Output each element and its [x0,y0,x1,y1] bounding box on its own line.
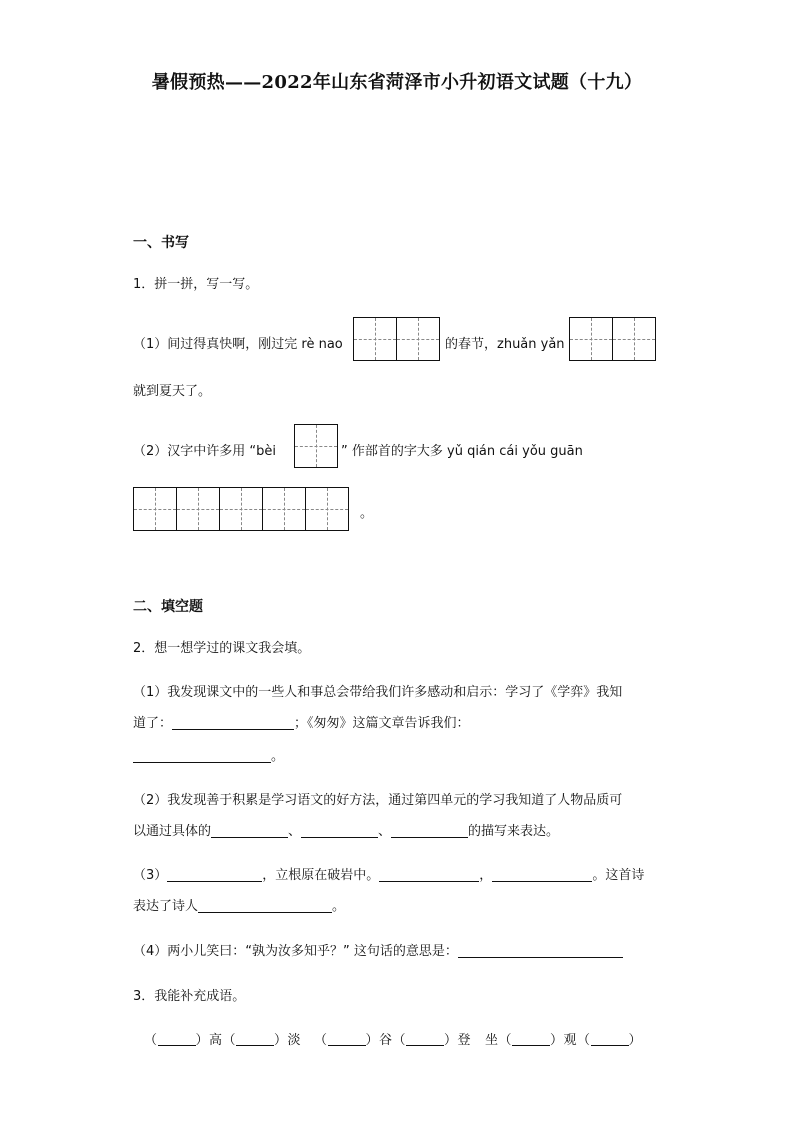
writing-cell[interactable] [176,487,220,531]
section-heading-writing: 一、书写 [133,235,189,251]
question-1-stem: 1．拼一拼，写一写。 [133,277,259,292]
answer-blank[interactable] [198,898,332,913]
q2-1-line1: （1）我发现课文中的一些人和事总会带给我们许多感动和启示：学习了《学弈》我知 [133,685,623,700]
q2-1-text-b: ；《匆匆》这篇文章告诉我们： [294,716,470,731]
answer-blank[interactable] [211,823,288,838]
q2-2-sep2: 、 [378,824,392,839]
answer-blank[interactable] [236,1033,274,1046]
q2-1-text-a: 道了： [133,716,173,731]
tianzige-zhuanyan[interactable] [569,317,655,361]
q2-3-text-e: 表达了诗人 [133,899,199,914]
writing-cell[interactable] [133,487,177,531]
writing-cell[interactable] [219,487,263,531]
q2-2-sep1: 、 [288,824,302,839]
q2-3-line2 [133,895,345,914]
idiom-3: 坐（ ）观（ ） [485,1033,643,1048]
q2-3-text-f: 。 [332,899,346,914]
writing-cell[interactable] [262,487,306,531]
answer-blank[interactable] [391,823,468,838]
q1-2-mid: ” 作部首的字大多 yǔ qián cái yǒu guān [341,444,583,459]
tianzige-yuqiancaiyouguan[interactable] [133,487,348,531]
writing-cell[interactable] [569,317,613,361]
q2-4-line [133,940,623,959]
answer-blank[interactable] [158,1033,196,1046]
q1-1-mid: 的春节，zhuǎn yǎn [445,337,565,352]
tianzige-bei[interactable] [294,424,337,468]
q1-1-tail: 就到夏天了。 [133,384,212,399]
q2-3-text-c: ， [479,868,493,883]
idiom-1: （ ）高（ ）淡 [144,1033,302,1048]
q1-2-end: 。 [360,506,374,521]
q2-2-text-a: 以通过具体的 [133,824,212,839]
answer-blank[interactable] [512,1033,550,1046]
question-3-stem: 3．我能补充成语。 [133,989,246,1004]
writing-cell[interactable] [305,487,349,531]
q2-2-line1: （2）我发现善于积累是学习语文的好方法，通过第四单元的学习我知道了人物品质可 [133,793,623,808]
answer-blank[interactable] [492,867,592,882]
q2-1-text-c: 。 [271,749,285,764]
question-2-stem: 2．想一想学过的课文我会填。 [133,641,311,656]
answer-blank[interactable] [379,867,479,882]
q2-3-line1 [133,864,644,883]
tianzige-renao[interactable] [353,317,439,361]
writing-cell[interactable] [353,317,397,361]
answer-blank[interactable] [167,867,262,882]
answer-blank[interactable] [328,1033,366,1046]
writing-cell[interactable] [396,317,440,361]
q2-2-line2 [133,820,559,839]
answer-blank[interactable] [591,1033,629,1046]
writing-cell[interactable] [294,424,338,468]
q2-2-text-b: 的描写来表达。 [468,824,560,839]
answer-blank[interactable] [406,1033,444,1046]
answer-blank[interactable] [301,823,378,838]
q1-1-prefix: （1）间过得真快啊，刚过完 rè nao [133,337,343,352]
answer-blank[interactable] [133,748,271,763]
answer-blank[interactable] [172,715,294,730]
q1-2-prefix: （2）汉字中许多用 “bèi [133,444,277,459]
idiom-2: （ ）谷（ ）登 [314,1033,472,1048]
section-heading-fill: 二、填空题 [133,599,203,615]
q2-4-text: （4）两小儿笑曰：“孰为汝多知乎？” 这句话的意思是： [133,944,458,959]
writing-cell[interactable] [612,317,656,361]
q2-3-text-a: （3） [133,868,168,883]
q2-1-line3 [133,745,284,764]
document-title: 暑假预热——2022年山东省菏泽市小升初语文试题（十九） [151,72,643,93]
answer-blank[interactable] [458,943,623,958]
q2-1-line2 [133,712,470,731]
q2-3-text-b: ，立根原在破岩中。 [262,868,380,883]
q2-3-text-d: 。这首诗 [592,868,645,883]
